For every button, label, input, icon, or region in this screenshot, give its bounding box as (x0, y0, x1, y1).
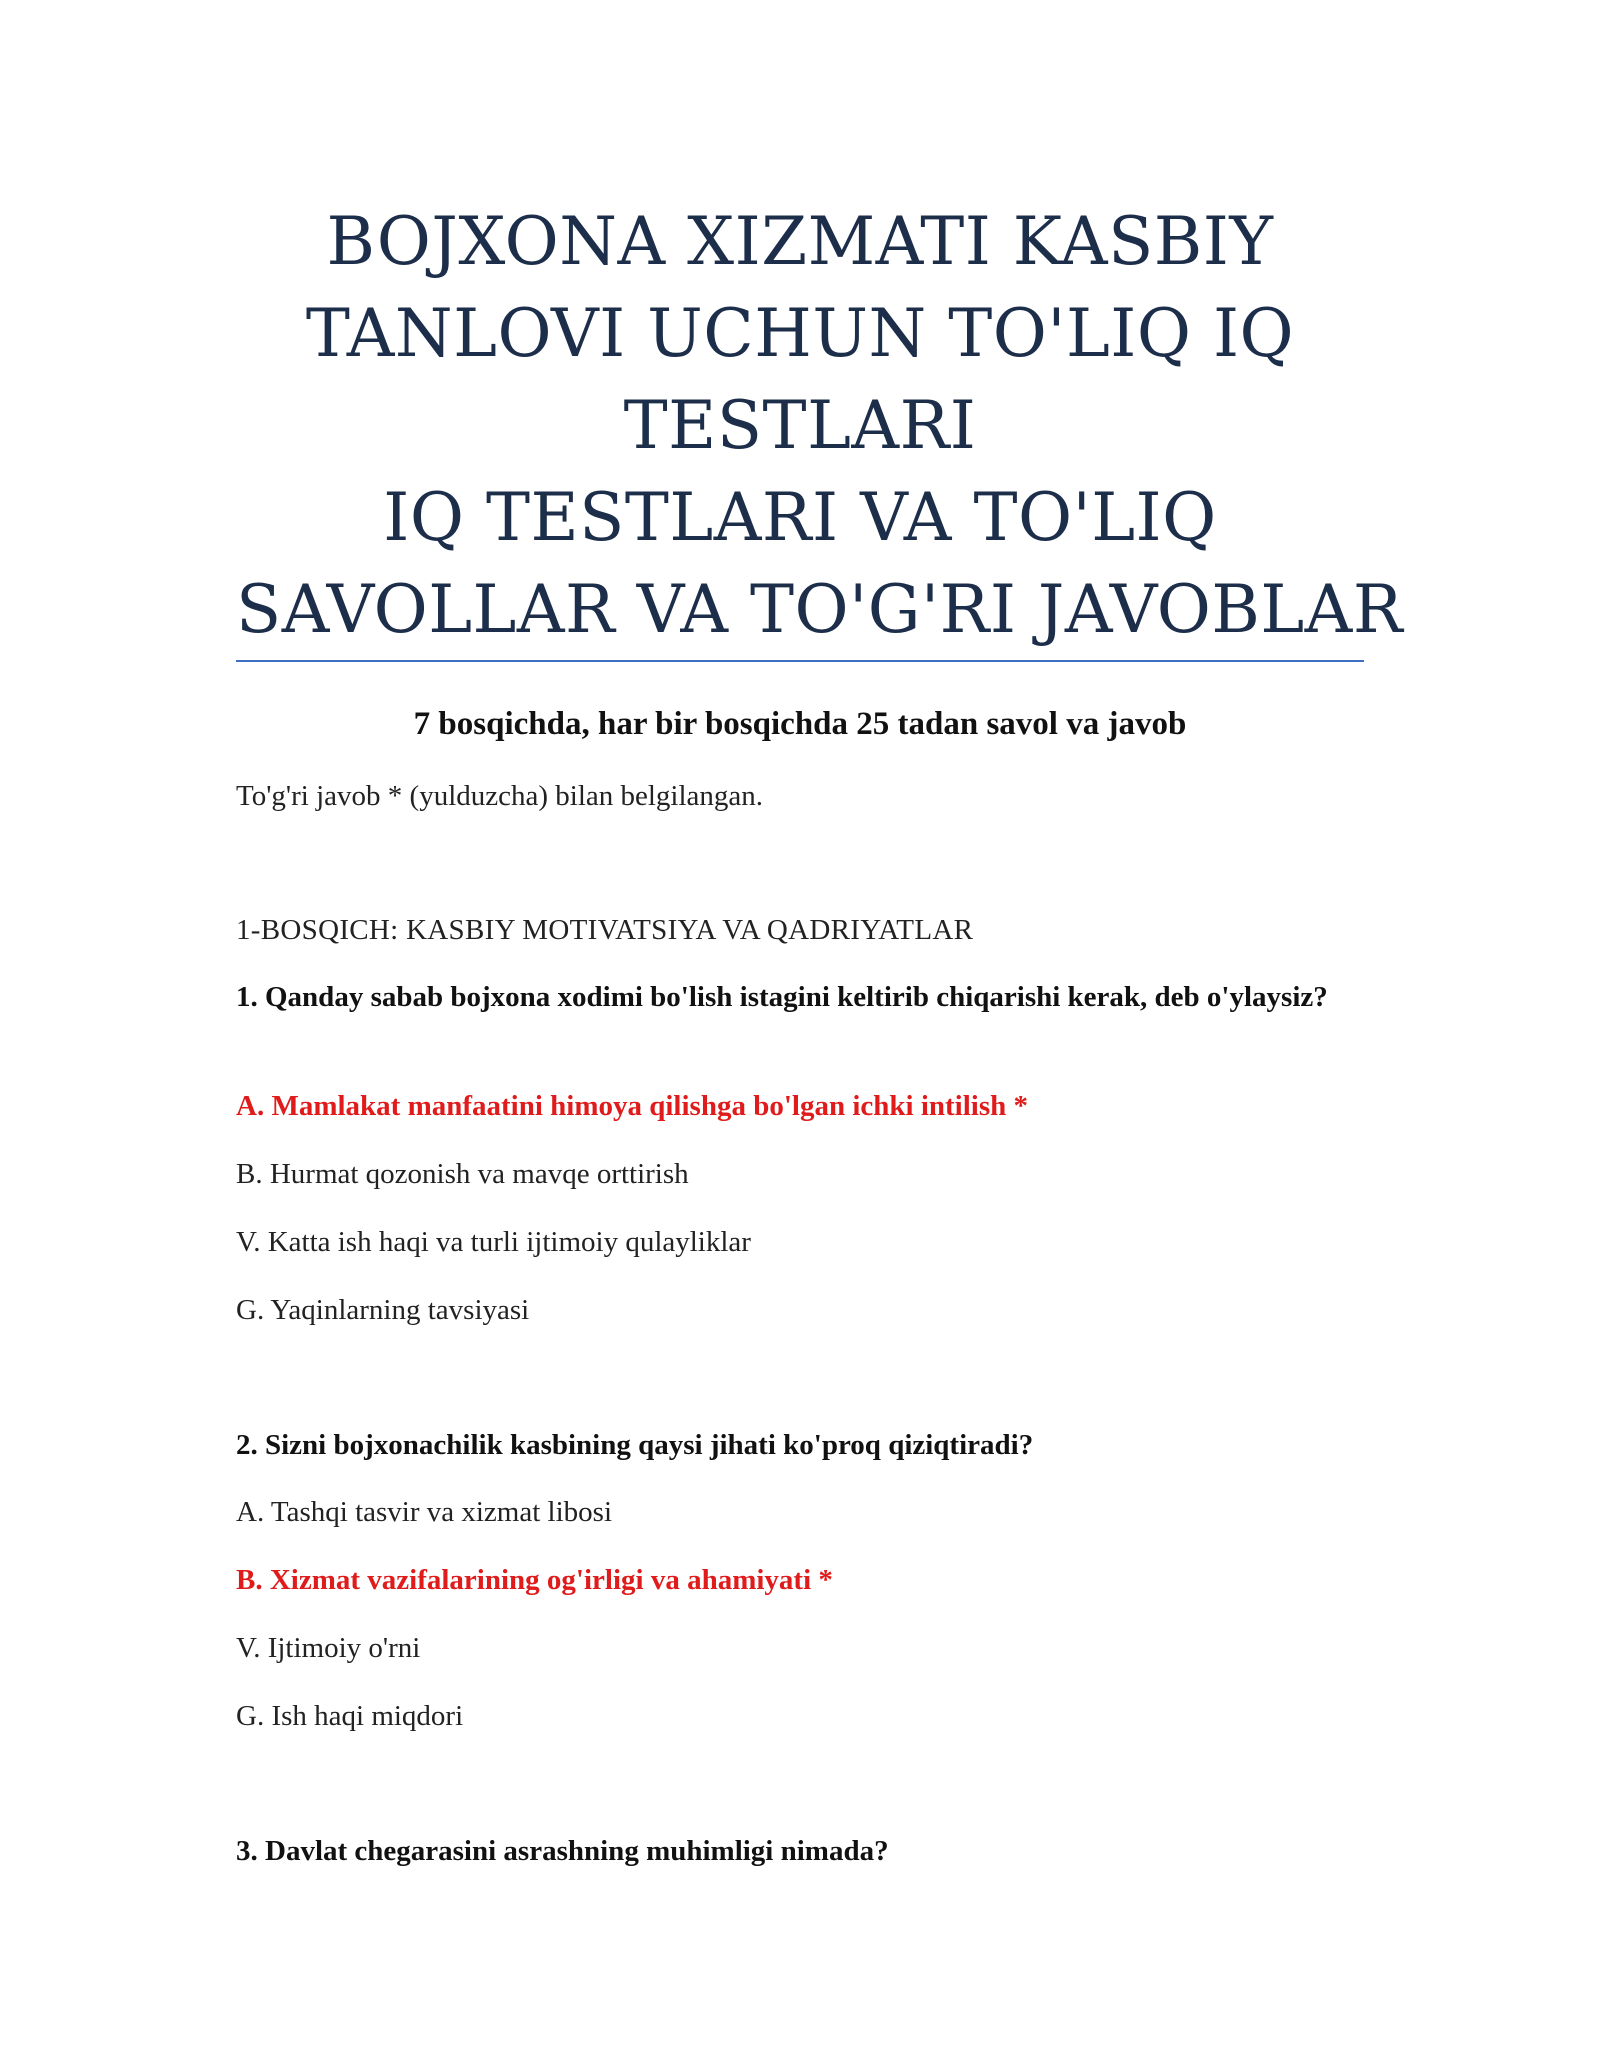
title-divider (236, 660, 1364, 662)
document-title (236, 196, 1404, 656)
title-line: TANLOVI UCHUN TO'LIQ IQ (305, 295, 1295, 372)
answer-option: A. Tashqi tasvir va xizmat libosi (236, 1496, 612, 1528)
answer-option: G. Yaqinlarning tavsiyasi (236, 1294, 530, 1326)
answer-option-correct: A. Mamlakat manfaatini himoya qilishga bo'lgan ichki intilish * (236, 1090, 1029, 1122)
answer-key-note: To'g'ri javob * (yulduzcha) bilan belgilangan. (236, 780, 764, 812)
question-1: 1. Qanday sabab bojxona xodimi bo'lish istagini keltirib chiqarishi kerak, deb o'ylaysiz? (236, 981, 1328, 1013)
section-heading: 1-BOSQICH: KASBIY MOTIVATSIYA VA QADRIYATLAR (236, 914, 974, 946)
title-line: TESTLARI (623, 387, 977, 464)
document-subtitle: 7 bosqichda, har bir bosqichda 25 tadan savol va javob (413, 706, 1187, 742)
answer-option-correct: B. Xizmat vazifalarining og'irligi va ahamiyati * (236, 1564, 833, 1596)
answer-option: B. Hurmat qozonish va mavqe orttirish (236, 1158, 689, 1190)
title-line: IQ TESTLARI VA TO'LIQ (383, 479, 1217, 556)
title-line: SAVOLLAR VA TO'G'RI JAVOBLAR (236, 571, 1404, 648)
question-2: 2. Sizni bojxonachilik kasbining qaysi jihati ko'proq qiziqtiradi? (236, 1429, 1034, 1461)
title-line: BOJXONA XIZMATI KASBIY (326, 203, 1274, 280)
answer-option: G. Ish haqi miqdori (236, 1700, 464, 1732)
answer-option: V. Katta ish haqi va turli ijtimoiy qulayliklar (236, 1226, 751, 1258)
answer-option: V. Ijtimoiy o'rni (236, 1632, 421, 1664)
question-3: 3. Davlat chegarasini asrashning muhimligi nimada? (236, 1835, 889, 1867)
